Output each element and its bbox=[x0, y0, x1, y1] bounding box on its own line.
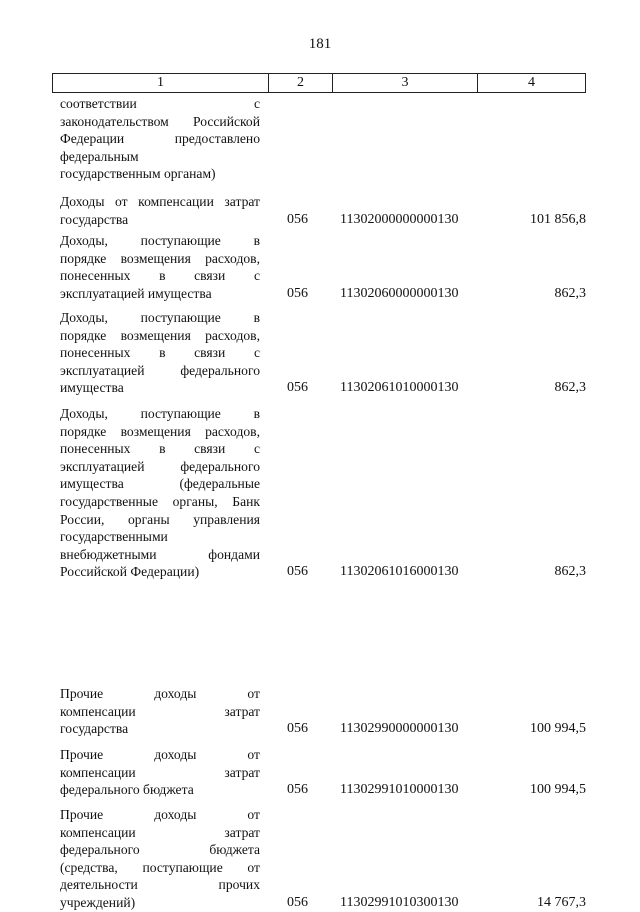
row-name-line: понесенных в связи с bbox=[60, 345, 260, 361]
kbk-code: 11302991010000130 bbox=[340, 782, 459, 798]
row-name-line: эксплуатацией имущества bbox=[60, 285, 212, 301]
row-name-line: имущества (федеральные bbox=[60, 476, 260, 492]
row-name-line: эксплуатацией федерального bbox=[60, 362, 260, 378]
row-name-line: государства bbox=[60, 721, 129, 737]
row-name-line: федеральным bbox=[60, 148, 139, 164]
row-name-line: Доходы, поступающие в bbox=[60, 406, 260, 421]
kbk-code: 11302061016000130 bbox=[340, 564, 459, 580]
row-name-line: Прочие доходы от bbox=[60, 686, 260, 701]
kbk-code: 11302060000000130 bbox=[340, 285, 459, 301]
row-name bbox=[60, 746, 260, 799]
row-name-line: государственным органам) bbox=[60, 166, 216, 182]
row-name-line: внебюджетными фондами bbox=[60, 546, 260, 562]
kbk-code: 11302991010300130 bbox=[340, 895, 459, 910]
kbk-code: 11302990000000130 bbox=[340, 721, 459, 737]
row-name-line: эксплуатацией федерального bbox=[60, 458, 260, 474]
kbk-code: 11302000000000130 bbox=[340, 211, 459, 227]
row-name-line: (средства, поступающие от bbox=[60, 859, 260, 875]
row-name-line: компенсации затрат bbox=[60, 824, 260, 840]
kbk-code: 11302061010000130 bbox=[340, 380, 459, 396]
row-name-line: соответствии с bbox=[60, 96, 260, 111]
row-name bbox=[60, 309, 260, 397]
row-name-line: Доходы, поступающие в bbox=[60, 310, 260, 325]
row-name-line: Федерации предоставлено bbox=[60, 131, 260, 147]
row-name-line: России, органы управления bbox=[60, 511, 260, 527]
row-name-line: Доходы от компенсации затрат bbox=[60, 194, 260, 209]
row-name bbox=[60, 95, 260, 183]
admin-code: 056 bbox=[287, 211, 308, 227]
row-name-line: деятельности прочих bbox=[60, 877, 260, 893]
row-name-line: государственные органы, Банк bbox=[60, 493, 260, 509]
row-name bbox=[60, 232, 260, 302]
page-number: 181 bbox=[308, 36, 332, 52]
amount-value: 862,3 bbox=[554, 564, 586, 580]
row-name bbox=[60, 806, 260, 912]
header-col-4: 4 bbox=[528, 75, 535, 90]
row-name-line: компенсации затрат bbox=[60, 764, 260, 780]
row-name bbox=[60, 193, 260, 228]
admin-code: 056 bbox=[287, 895, 308, 910]
header-col-2: 2 bbox=[269, 74, 333, 92]
row-name-line: учреждений) bbox=[60, 894, 136, 910]
amount-value: 100 994,5 bbox=[530, 782, 586, 798]
row-name-line: федерального бюджета bbox=[60, 842, 260, 858]
header-col-1: 1 bbox=[53, 74, 269, 92]
row-name-line: понесенных в связи с bbox=[60, 441, 260, 457]
row-name-line: Российской Федерации) bbox=[60, 564, 200, 580]
admin-code: 056 bbox=[287, 721, 308, 737]
row-name-line: компенсации затрат bbox=[60, 703, 260, 719]
row-name-line: федерального бюджета bbox=[60, 782, 194, 798]
row-name-line: государственными bbox=[60, 529, 168, 545]
row-name-line: законодательством Российской bbox=[60, 113, 260, 129]
row-name-line: Доходы, поступающие в bbox=[60, 233, 260, 248]
amount-value: 862,3 bbox=[554, 285, 586, 301]
row-name bbox=[60, 685, 260, 738]
amount-value: 101 856,8 bbox=[530, 211, 586, 227]
amount-value: 100 994,5 bbox=[530, 721, 586, 737]
table-header bbox=[52, 73, 586, 93]
row-name-line: Прочие доходы от bbox=[60, 747, 260, 762]
amount-value: 14 767,3 bbox=[537, 895, 586, 910]
admin-code: 056 bbox=[287, 782, 308, 798]
admin-code: 056 bbox=[287, 564, 308, 580]
row-name-line: порядке возмещения расходов, bbox=[60, 327, 260, 343]
admin-code: 056 bbox=[287, 380, 308, 396]
row-name-line: имущества bbox=[60, 380, 124, 396]
row-name-line: Прочие доходы от bbox=[60, 807, 260, 822]
row-name-line: понесенных в связи с bbox=[60, 268, 260, 284]
amount-value: 862,3 bbox=[554, 380, 586, 396]
row-name bbox=[60, 405, 260, 581]
row-name-line: порядке возмещения расходов, bbox=[60, 423, 260, 439]
admin-code: 056 bbox=[287, 285, 308, 301]
row-name-line: порядке возмещения расходов, bbox=[60, 250, 260, 266]
header-col-3: 3 bbox=[333, 74, 478, 92]
row-name-line: государства bbox=[60, 211, 129, 227]
